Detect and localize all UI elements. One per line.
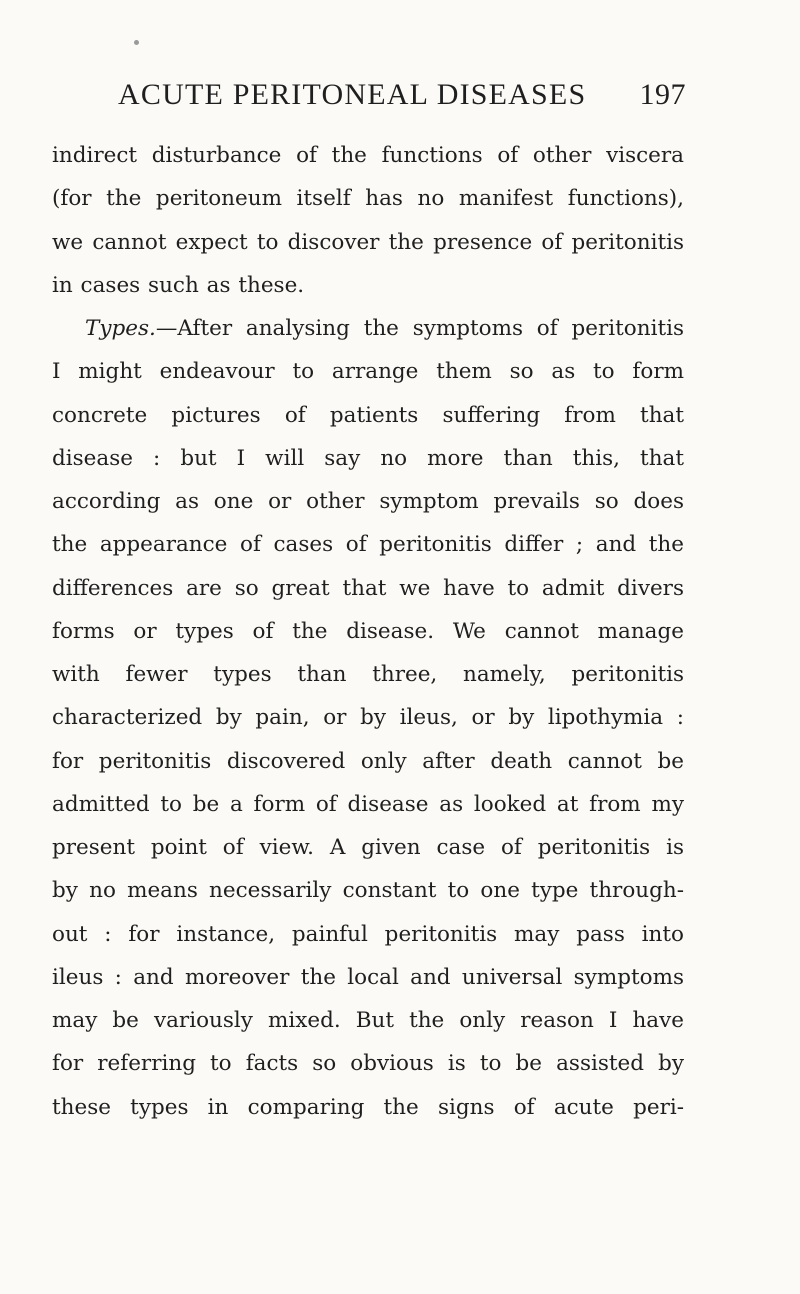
running-header (118, 78, 686, 118)
page-number: 197 (639, 78, 686, 111)
text-line: for peritonitis discovered only after death cannot be (52, 748, 684, 774)
text-line: —After analysing the symptoms of peritonitis (155, 316, 684, 341)
running-title: ACUTE PERITONEAL DISEASES (118, 78, 587, 111)
text-line: admitted to be a form of disease as looked at from my (52, 791, 684, 817)
text-line: in cases such as these. (52, 272, 305, 298)
text-line: out : for instance, painful peritonitis may pass into (52, 921, 684, 947)
text-line: these types in comparing the signs of acute peri- (52, 1094, 684, 1120)
text-line: disease : but I will say no more than this, that (52, 445, 684, 471)
text-line: we cannot expect to discover the presence of peritonitis (52, 229, 684, 255)
text-line: according as one or other symptom prevails so does (52, 489, 684, 514)
paragraph-first-line (52, 307, 684, 350)
text-line: the appearance of cases of peritonitis differ ; and the (52, 532, 684, 558)
text-line: ileus : and moreover the local and universal symptoms (52, 964, 684, 990)
text-line: with fewer types than three, namely, peritonitis (52, 662, 684, 687)
text-line: I might endeavour to arrange them so as to form (52, 359, 684, 385)
text-line: may be variously mixed. But the only reason I have (52, 1008, 684, 1033)
text-line: differences are so great that we have to admit divers (52, 575, 684, 601)
text-line: present point of view. A given case of peritonitis is (52, 835, 684, 860)
section-heading: Types. (85, 316, 156, 341)
text-line: characterized by pain, or by ileus, or by lipothymia : (52, 705, 684, 731)
text-line: for referring to facts so obvious is to be assisted by (52, 1051, 684, 1077)
body-text (52, 134, 684, 1129)
text-line: forms or types of the disease. We cannot manage (52, 618, 684, 644)
ink-speck (134, 40, 139, 45)
text-line: (for the peritoneum itself has no manifest functions), (52, 186, 684, 212)
text-line: concrete pictures of patients suffering from that (52, 402, 684, 428)
text-line: by no means necessarily constant to one type through- (52, 878, 684, 904)
text-line: indirect disturbance of the functions of other viscera (52, 143, 684, 168)
